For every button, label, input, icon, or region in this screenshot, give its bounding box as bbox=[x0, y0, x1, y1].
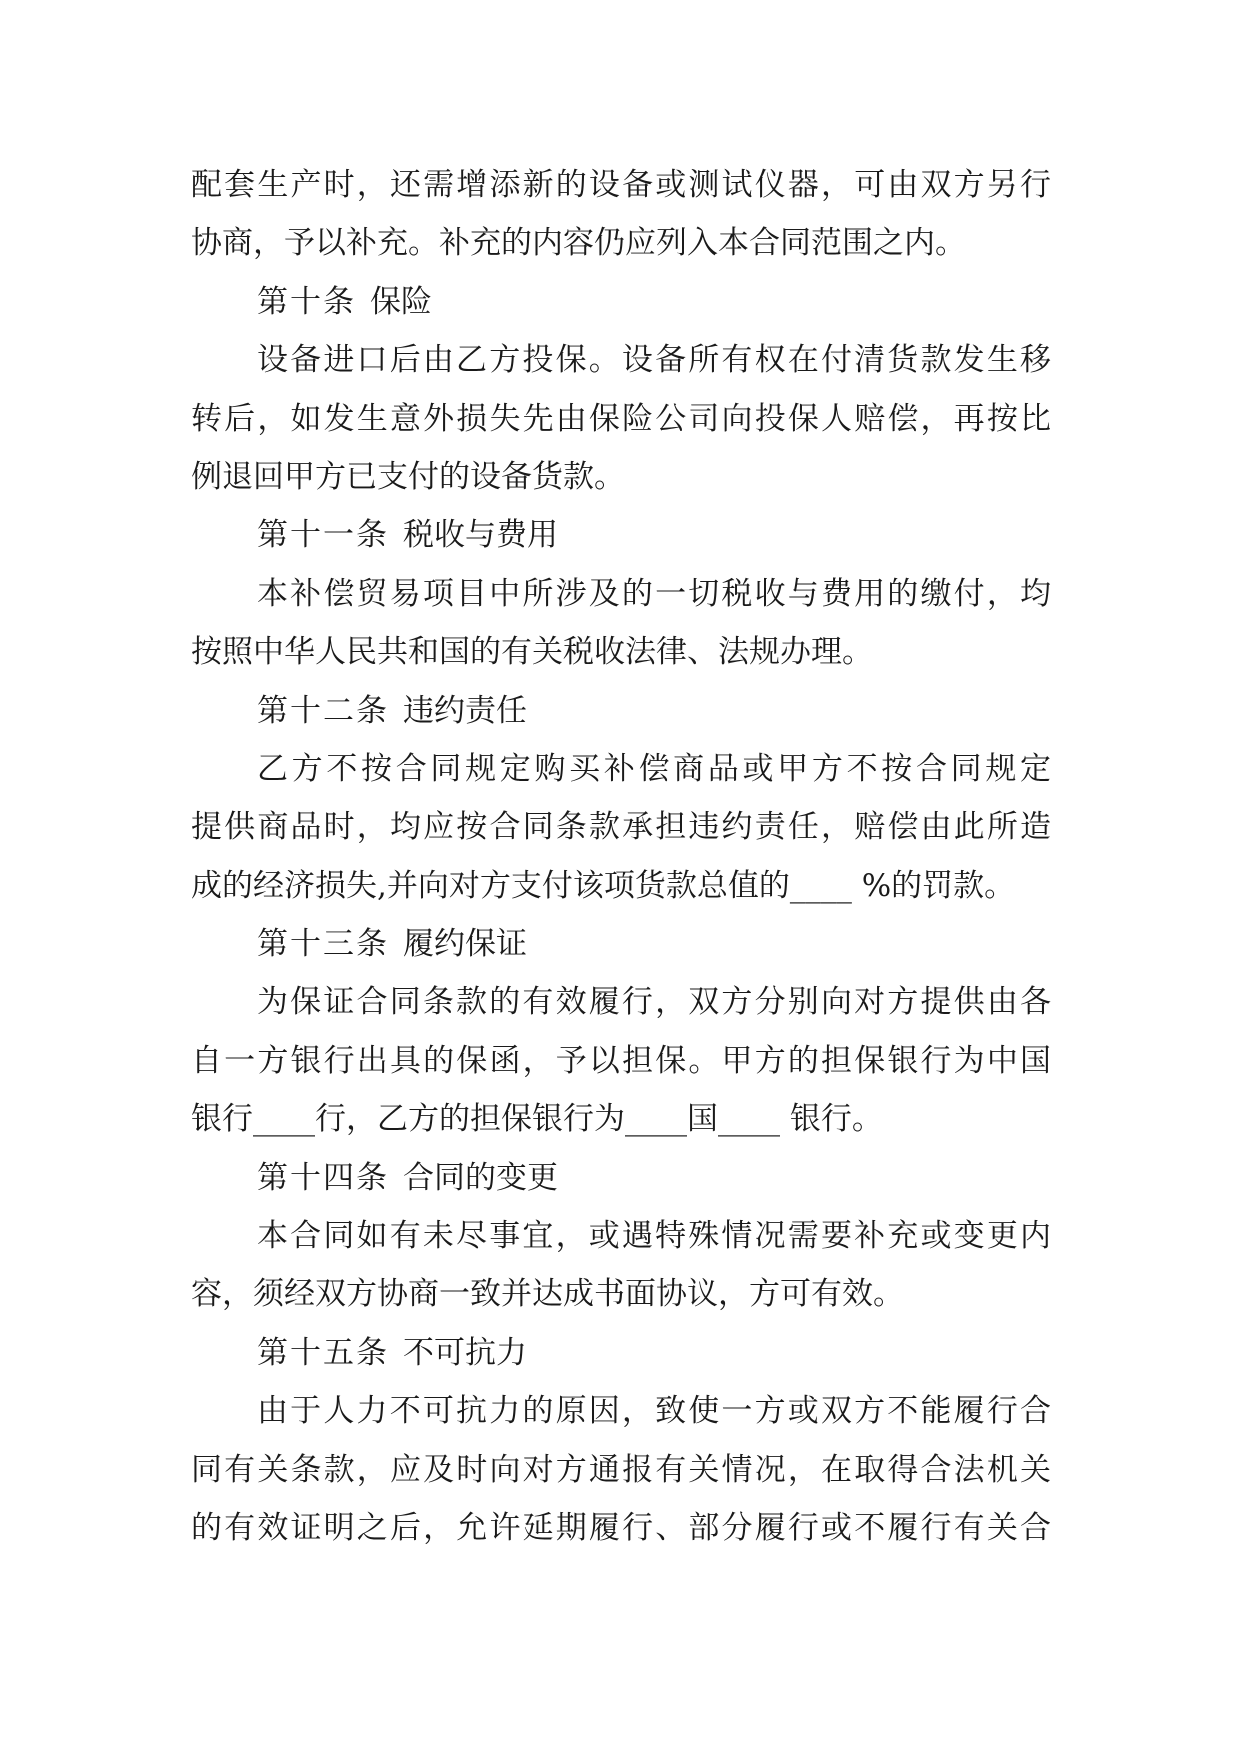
body-text-line: 自一方银行出具的保函，予以担保。甲方的担保银行为中国 bbox=[191, 1042, 1051, 1079]
article-number: 第十四条 bbox=[257, 1159, 389, 1196]
body-text-line: 提供商品时，均应按合同条款承担违约责任，赔偿由此所造 bbox=[191, 809, 1051, 846]
body-text-line: 为保证合同条款的有效履行，双方分别向对方提供由各 bbox=[257, 984, 1051, 1021]
body-text-line: 配套生产时，还需增添新的设备或测试仪器，可由双方另行 bbox=[191, 167, 1051, 203]
article-heading bbox=[191, 273, 1051, 331]
body-text-line: 乙方不按合同规定购买补偿商品或甲方不按合同规定 bbox=[257, 750, 1051, 787]
body-text-line: 成的经济损失,并向对方支付该项货款总值的____ %的罚款。 bbox=[191, 867, 1016, 904]
article-heading bbox=[191, 1324, 1051, 1382]
body-text-line: 的有效证明之后，允许延期履行、部分履行或不履行有关合 bbox=[191, 1509, 1051, 1546]
body-text-line: 转后，如发生意外损失先由保险公司向投保人赔偿，再按比 bbox=[191, 400, 1051, 437]
body-text-line: 容，须经双方协商一致并达成书面协议，方可有效。 bbox=[191, 1276, 904, 1313]
article-heading bbox=[191, 682, 1051, 740]
article-title: 税收与费用 bbox=[403, 517, 558, 554]
body-text-line: 本补偿贸易项目中所涉及的一切税收与费用的缴付，均 bbox=[257, 575, 1051, 612]
article-title: 保险 bbox=[370, 283, 432, 320]
article-title: 违约责任 bbox=[403, 692, 527, 729]
article-number: 第十条 bbox=[257, 283, 356, 320]
article-title: 合同的变更 bbox=[403, 1159, 558, 1196]
body-text-line: 银行____行，乙方的担保银行为____国____ 银行。 bbox=[191, 1101, 883, 1138]
document-body bbox=[191, 156, 1051, 1557]
article-number: 第十五条 bbox=[257, 1334, 389, 1371]
article-heading bbox=[191, 506, 1051, 564]
article-heading bbox=[191, 915, 1051, 973]
body-text-line: 协商，予以补充。补充的内容仍应列入本合同范围之内。 bbox=[191, 225, 966, 262]
body-text-line: 设备进口后由乙方投保。设备所有权在付清货款发生移 bbox=[257, 342, 1051, 379]
article-number: 第十三条 bbox=[257, 926, 389, 963]
body-text-line: 按照中华人民共和国的有关税收法律、法规办理。 bbox=[191, 634, 873, 671]
body-text-line: 同有关条款，应及时向对方通报有关情况，在取得合法机关 bbox=[191, 1451, 1051, 1488]
article-heading bbox=[191, 1149, 1051, 1207]
body-text-line: 本合同如有未尽事宜，或遇特殊情况需要补充或变更内 bbox=[257, 1218, 1051, 1255]
article-number: 第十二条 bbox=[257, 692, 389, 729]
body-text-line: 由于人力不可抗力的原因，致使一方或双方不能履行合 bbox=[257, 1393, 1051, 1430]
article-number: 第十一条 bbox=[257, 517, 389, 554]
article-title: 履约保证 bbox=[403, 926, 527, 963]
article-title: 不可抗力 bbox=[403, 1334, 527, 1371]
body-text-line: 例退回甲方已支付的设备货款。 bbox=[191, 458, 625, 495]
